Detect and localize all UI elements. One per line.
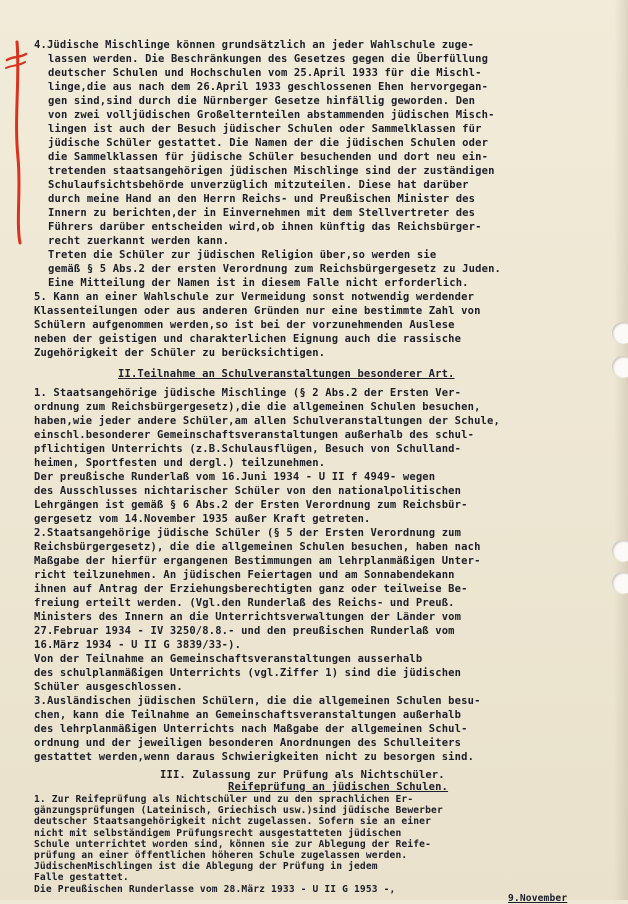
text-line: richt teilzunehmen. An jüdischen Feiertagen und am Sonnabendekann — [34, 569, 455, 581]
text-line: ordnung und der jeweiligen besonderen Anordnungen des Schulleiters — [34, 737, 462, 749]
text-line: 5. Kann an einer Wahlschule zur Vermeidung sonst notwendig werdender — [34, 291, 475, 303]
text-line: ihnen auf Antrag der Erziehungsberechtigten ganz oder teilweise Be- — [34, 583, 468, 595]
paper-edge-shadow — [614, 0, 628, 900]
text-line: 4.Jüdische Mischlinge können grundsätzlich an jeder Wahlschule zuge- — [34, 39, 475, 51]
text-line: prüfung an einer öffentlichen höheren Schule zugelassen werden. — [34, 850, 408, 861]
text-line: gestattet werden,wenn daraus Schwierigkeiten nicht zu besorgen sind. — [34, 751, 475, 763]
red-pencil-margin-mark — [4, 38, 30, 248]
text-line: Ministers des Innern an die Unterrichtsverwaltungen der Länder vom — [34, 611, 462, 623]
text-line: nicht mit selbständigem Prüfungsrecht ausgestatteten jüdischen — [34, 827, 402, 839]
text-line: Treten die Schüler zur jüdischen Religion über,so werden sie — [48, 249, 437, 261]
text-line: neben der geistigen und charakterlichen Eignung auch die rassische — [34, 333, 462, 345]
text-line: Lehrgängen ist gemäß § 6 Abs.2 der Ersten Verordnung zum Reichsbür- — [34, 499, 468, 511]
text-line: Reichsbürgergesetz), die die allgemeinen Schulen besuchen, haben nach — [34, 541, 481, 553]
text-line: von zwei volljüdischen Großelternteilen abstammenden jüdischen Misch- — [48, 109, 495, 121]
text-line: gen sind,sind durch die Nürnberger Gesetze hinfällig geworden. Den — [48, 95, 476, 107]
section-heading: III. Zulassung zur Prüfung als Nichtschüler. — [160, 769, 445, 781]
text-line: Führers darüber entscheiden wird,ob ihnen künftig das Reichsbürger- — [48, 221, 482, 233]
text-line: Der preußische Runderlaß vom 16.Juni 1934 - U II f 4949- wegen — [34, 471, 436, 483]
text-line: Die Preußischen Runderlasse vom 28.März 1933 - U II G 1953 -, — [34, 883, 396, 895]
text-line: Eine Mitteilung der Namen ist in diesem Falle nicht erforderlich. — [48, 277, 469, 289]
text-line: des lehrplanmäßigen Unterrichts nach Maßgabe der allgemeinen Schul- — [34, 723, 468, 735]
text-line: des Ausschlusses nichtarischer Schüler von den nationalpolitischen — [34, 485, 462, 497]
text-line: lassen werden. Die Beschränkungen des Gesetzes gegen die Überfüllung — [48, 53, 489, 65]
punch-hole — [612, 322, 628, 344]
text-line: gänzungsprüfungen (Lateinisch, Griechisch usw.)sind jüdische Bewerber — [34, 805, 443, 817]
text-line: 27.Februar 1934 - IV 3250/8.8.- und den preußischen Runderlaß vom — [34, 625, 455, 637]
text-line: 2.Staatsangehörige jüdische Schüler (§ 5 der Ersten Verordnung zum — [34, 527, 462, 539]
text-line: einschl.besonderer Gemeinschaftsveranstaltungen außerhalb des schul- — [34, 429, 475, 441]
section-subheading: Reifeprüfung an jüdischen Schulen. — [228, 781, 449, 793]
text-line: JüdischenMischlingen ist die Ablegung der Prüfung in jedem — [34, 861, 378, 873]
text-line: des schulplanmäßigen Unterrichts (vgl.Ziffer 1) sind die jüdischen — [34, 667, 462, 679]
text-line: lingen ist auch der Besuch jüdischer Schulen oder Sammelklassen für — [48, 123, 482, 135]
punch-hole — [612, 356, 628, 378]
text-line: Zugehörigkeit der Schüler zu berücksichtigen. — [34, 347, 326, 359]
section-heading: II.Teilnahme an Schulveranstaltungen besonderer Art. — [118, 368, 455, 380]
text-line: Schülern aufgenommen werden,so ist bei der vorzunehmenden Auslese — [34, 319, 455, 331]
text-line: 16.März 1934 - U II G 3839/33-). — [34, 639, 242, 651]
text-line: heimen, Sportfesten und dergl.) teilzunehmen. — [34, 457, 326, 469]
text-line: Schule unterrichtet worden sind, können sie zur Ablegung der Reife- — [34, 838, 432, 850]
text-line: chen, kann die Teilnahme an Gemeinschaftsveranstaltungen außerhalb — [34, 709, 462, 721]
text-line: Maßgabe der hierfür ergangenen Bestimmungen am lehrplanmäßigen Unter- — [34, 555, 481, 567]
text-line: gergesetz vom 14.November 1935 außer Kraft getreten. — [34, 513, 371, 525]
text-line: deutscher Schulen und Hochschulen vom 25.April 1933 für die Mischl- — [48, 67, 482, 79]
text-line: gemäß § 5 Abs.2 der ersten Verordnung zum Reichsbürgergesetz zu Juden. — [48, 263, 502, 275]
text-line: Schulaufsichtsbehörde unverzüglich mitzuteilen. Diese hat darüber — [48, 179, 469, 191]
text-line: 1. Zur Reifeprüfung als Nichtschüler und zu den sprachlichen Er- — [34, 794, 414, 805]
text-line: die Sammelklassen für jüdische Schüler besuchenden und dort neu ein- — [48, 151, 489, 163]
text-line: Innern zu berichten,der in Einvernehmen mit dem Stellvertreter des — [48, 207, 476, 219]
text-line: Von der Teilnahme an Gemeinschaftsveranstaltungen ausserhalb — [34, 653, 423, 665]
continuation-marker: 9.November — [508, 892, 568, 904]
punch-hole — [612, 572, 628, 594]
text-line: deutscher Staatsangehörigkeit nicht zugelassen. Sofern sie an einer — [34, 816, 432, 828]
text-line: Klassenteilungen oder aus anderen Gründen nur eine bestimmte Zahl von — [34, 305, 481, 317]
text-line: Falle gestattet. — [34, 872, 129, 884]
punch-hole — [612, 540, 628, 562]
text-line: recht zuerkannt werden kann. — [48, 235, 230, 247]
text-line: ordnung zum Reichsbürgergesetz),die die allgemeinen Schulen besuchen, — [34, 401, 481, 413]
text-line: durch meine Hand an den Herrn Reichs- und Preußischen Minister des — [48, 193, 476, 205]
text-line: freiung erteilt werden. (Vgl.den Runderlaß des Reichs- und Preuß. — [34, 597, 455, 609]
text-line: pflichtigen Unterrichts (z.B.Schulausflügen, Besuch von Schulland- — [34, 443, 462, 455]
text-line: 1. Staatsangehörige jüdische Mischlinge (§ 2 Abs.2 der Ersten Ver- — [34, 387, 462, 399]
text-line: linge,die aus nach dem 26.April 1933 geschlossenen Ehen hervorgegan- — [48, 81, 489, 93]
text-line: tretenden staatsangehörigen jüdischen Mischlinge sind der zuständigen — [48, 165, 495, 177]
text-line: haben,wie jeder andere Schüler,am allen Schulveranstaltungen der Schule, — [34, 415, 500, 427]
text-line: Schüler ausgeschlossen. — [34, 681, 183, 693]
text-line: jüdische Schüler gestattet. Die Namen der die jüdischen Schulen oder — [48, 137, 489, 149]
text-line: 3.Ausländischen jüdischen Schülern, die die allgemeinen Schulen besu- — [34, 695, 481, 707]
